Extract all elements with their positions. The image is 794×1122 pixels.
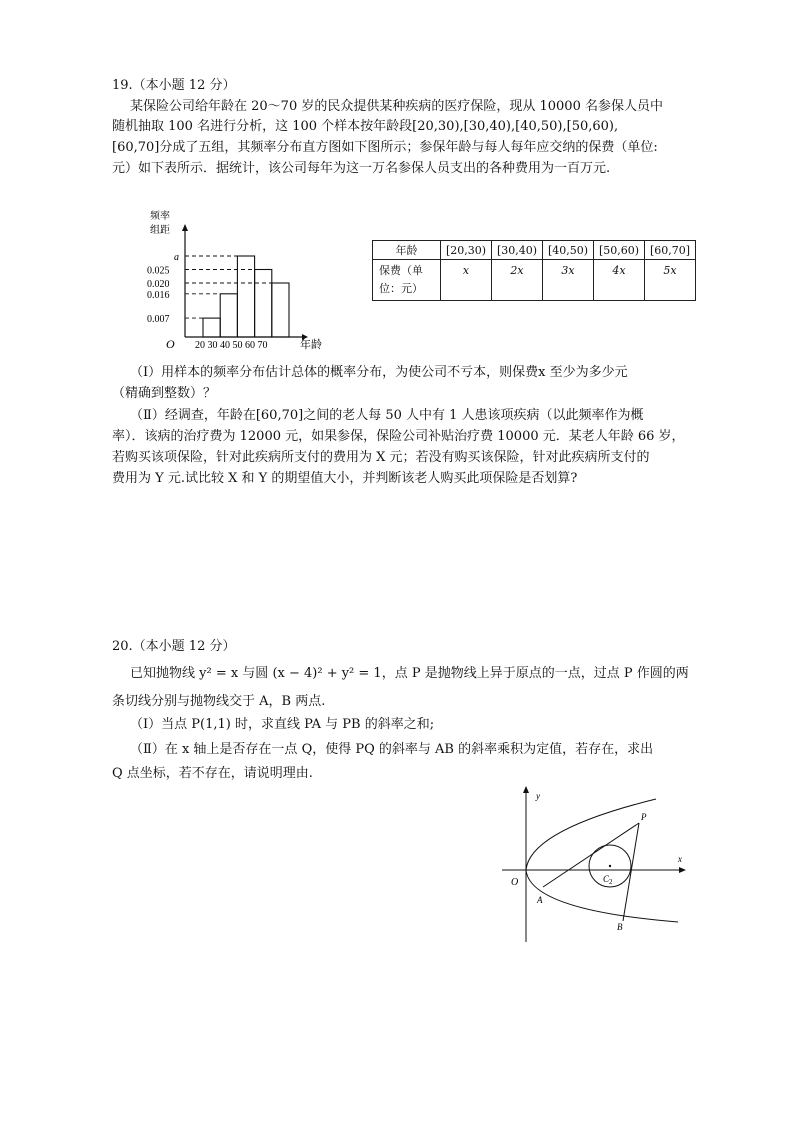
center-subscript: 2: [609, 878, 613, 886]
table-cell: x: [441, 260, 492, 301]
histogram-bar-2: [220, 294, 237, 337]
origin-label: O: [166, 337, 175, 351]
histogram-bar-1: [203, 318, 220, 337]
origin-label: O: [511, 877, 519, 888]
table-cell: 5x: [645, 260, 696, 301]
q19-stem-line-4: 元）如下表所示．据统计，该公司每年为这一万名参保人员支出的各种费用为一百万元.: [112, 161, 611, 176]
y-tick-label: 0.020: [147, 279, 170, 290]
table-cell: 3x: [543, 260, 594, 301]
tangent-line-pb: [623, 823, 639, 921]
q19-stem-line-3: [60,70]分成了五组，其频率分布直方图如下图所示；参保年龄与每人每年应交纳的保费（单位:: [112, 140, 658, 155]
x-axis-label: 年龄: [300, 339, 322, 351]
q19-title: 19.（本小题 12 分）: [112, 78, 236, 93]
row-label-line1: 保费（单: [379, 264, 423, 277]
parabola-curve: [526, 799, 678, 922]
center-point: [609, 865, 611, 867]
frequency-histogram: [140, 205, 340, 355]
q20-part2-line-1: （Ⅱ）在 x 轴上是否存在一点 Q，使得 PQ 的斜率与 AB 的斜率乘积为定值，若存在，求出: [130, 742, 654, 757]
fee-table: [372, 240, 696, 301]
table-header-cell: [40,50): [543, 241, 594, 260]
q19-stem-line-1: 某保险公司给年龄在 20～70 岁的民众提供某种疾病的医疗保险，现从 10000 名参保人员中: [130, 99, 663, 114]
x-tick-labels: 20 30 40 50 60 70: [195, 340, 268, 351]
y-label: y: [536, 791, 540, 801]
y-tick-label: 0.007: [147, 314, 170, 326]
q19-part1-line-2: （精确到整数）？: [112, 386, 217, 401]
center-c-letter: C: [603, 874, 610, 884]
parabola-circle-figure: [496, 782, 696, 944]
q19-part1-line-1: （Ⅰ）用样本的频率分布估计总体的概率分布，为使公司不亏本，则保费x 至少为多少元: [130, 365, 628, 380]
q19-part2-line-2: 率）．该病的治疗费为 12000 元，如果参保，保险公司补贴治疗费 10000 元．某老人年龄 66 岁，: [112, 429, 685, 444]
q20-title: 20.（本小题 12 分）: [112, 639, 236, 654]
y-tick-label: a: [174, 252, 179, 263]
q20-stem-line-1: 已知抛物线 y² = x 与圆 (x − 4)² + y² = 1，点 P 是抛物线上异于原点的一点，过点 P 作圆的两: [130, 666, 689, 681]
table-header-cell: [30,40): [492, 241, 543, 260]
table-header-cell: 年龄: [373, 241, 441, 260]
point-p-label: P: [641, 812, 647, 822]
q20-part1: （Ⅰ）当点 P(1,1) 时，求直线 PA 与 PB 的斜率之和;: [130, 717, 435, 732]
x-axis-arrow: [679, 867, 686, 873]
tangent-line-pa: [543, 823, 639, 887]
q19-part2-line-4: 费用为 Y 元.试比较 X 和 Y 的期望值大小，并判断该老人购买此项保险是否划算?: [112, 471, 578, 486]
histogram-bar-3: [237, 256, 254, 337]
center-c2-label: [603, 874, 613, 886]
table-row: [373, 260, 696, 301]
y-axis-label-line2: 组距: [150, 225, 170, 236]
q19-part2-line-3: 若购买该项保险，针对此疾病所支付的费用为 X 元；若没有购买该保险，针对此疾病所支付的: [112, 450, 650, 465]
y-tick-label: 0.016: [147, 289, 170, 301]
table-header-row: [373, 241, 696, 260]
y-axis-label-line1: 频率: [150, 211, 170, 222]
point-b-label: B: [617, 922, 623, 932]
table-row-label: [373, 260, 441, 301]
q19-stem-line-2: 随机抽取 100 名进行分析，这 100 个样本按年龄段[20,30),[30,40),[40,50),[50,60),: [112, 119, 619, 134]
table-header-cell: [60,70]: [645, 241, 696, 260]
point-a-label: A: [537, 895, 543, 905]
y-axis-arrow: [182, 224, 188, 231]
histogram-bar-4: [255, 270, 272, 338]
table-cell: 4x: [594, 260, 645, 301]
q20-part2-line-2: Q 点坐标，若不存在，请说明理由.: [112, 766, 313, 781]
q20-stem-line-2: 条切线分别与抛物线交于 A，B 两点.: [112, 694, 326, 709]
row-label-line2: 位：元）: [379, 282, 423, 295]
y-axis-arrow: [523, 786, 529, 793]
x-label: x: [678, 854, 682, 864]
q19-part2-line-1: （Ⅱ）经调查，年龄在[60,70]之间的老人每 50 人中有 1 人患该项疾病（以此频率作为概: [130, 408, 644, 423]
table-header-cell: [20,30): [441, 241, 492, 260]
y-tick-label: 0.025: [147, 265, 170, 277]
histogram-bar-5: [272, 283, 289, 337]
table-cell: 2x: [492, 260, 543, 301]
table-header-cell: [50,60): [594, 241, 645, 260]
